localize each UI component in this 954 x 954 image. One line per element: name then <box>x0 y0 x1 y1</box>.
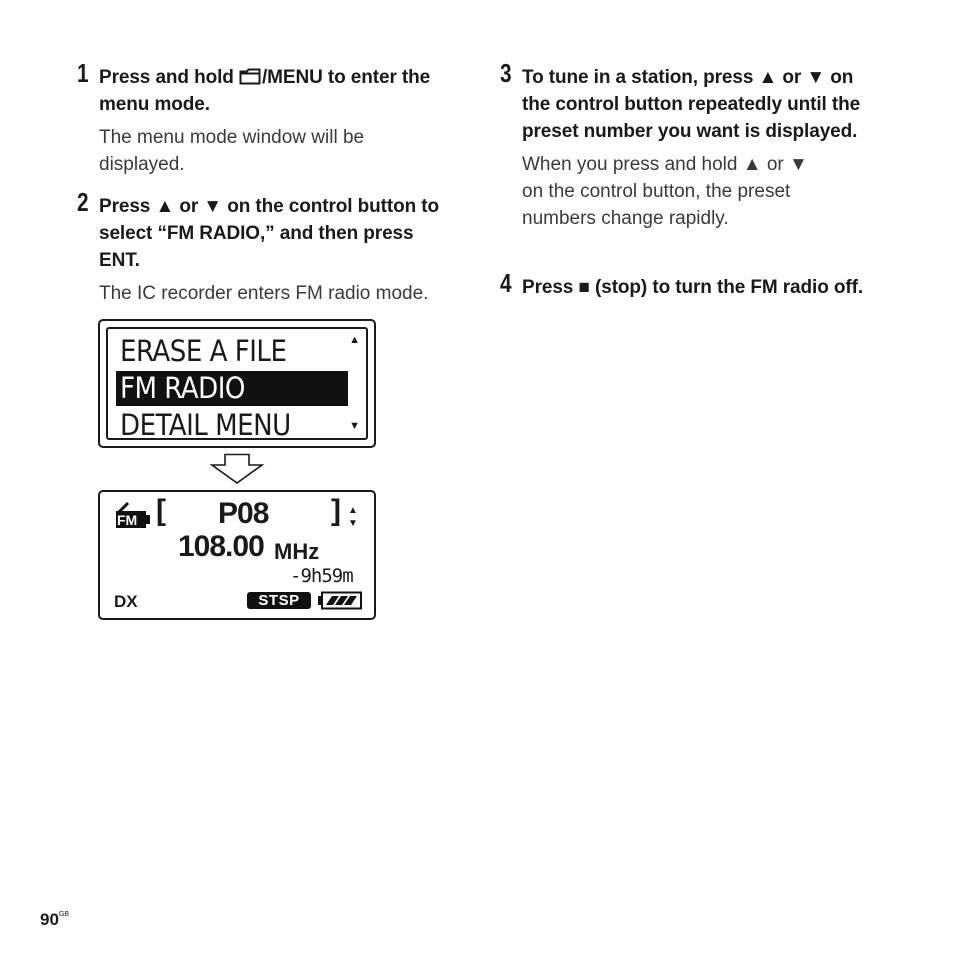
reception-mode: DX <box>114 592 138 611</box>
page-number-value: 90 <box>40 910 59 929</box>
scroll-down-icon: ▼ <box>349 420 360 432</box>
preset-bracket-open: [ <box>156 494 166 527</box>
arrow-down-icon <box>208 453 266 485</box>
preset-number: P08 <box>218 497 269 530</box>
menu-item-detail-menu: DETAIL MENU <box>120 408 291 442</box>
step-3-number: 3 <box>500 58 512 88</box>
battery-icon <box>317 591 363 610</box>
fm-band-label: FM <box>117 512 138 528</box>
step-1-title-part1: Press and hold <box>99 67 239 88</box>
menu-item-fm-radio: FM RADIO <box>116 371 348 406</box>
menu-display <box>98 319 376 448</box>
step-3-description: When you press and hold ▲ or ▼ on the control button, the preset numbers change rapidly. <box>522 154 808 229</box>
fm-display <box>98 490 376 620</box>
scroll-up-icon: ▲ <box>349 334 360 346</box>
preset-up-icon: ▲ <box>348 505 358 516</box>
menu-display-frame <box>106 327 368 440</box>
preset-down-icon: ▼ <box>348 518 358 529</box>
step-4 <box>500 268 885 301</box>
frequency-unit: MHz <box>274 539 320 564</box>
stereo-mode-badge: STSP <box>247 592 311 609</box>
page-region: GB <box>58 911 70 918</box>
step-4-number: 4 <box>500 268 512 298</box>
preset-bracket-close: ] <box>331 494 341 527</box>
step-1-title <box>99 64 447 118</box>
menu-item-erase-a-file: ERASE A FILE <box>120 334 287 368</box>
step-3 <box>500 58 885 232</box>
step-3-title: To tune in a station, press ▲ or ▼ on the control button repeatedly until the preset number you want is displayed. <box>522 67 861 142</box>
step-2-description: The IC recorder enters FM radio mode. <box>99 283 429 304</box>
frequency-value: 108.00 <box>178 530 264 563</box>
step-1-number: 1 <box>77 58 89 88</box>
remaining-time: -9h59m <box>290 565 353 587</box>
step-1-description: The menu mode window will be displayed. <box>99 127 365 175</box>
step-4-title: Press ■ (stop) to turn the FM radio off. <box>522 277 864 298</box>
step-2-number: 2 <box>77 187 89 217</box>
page-number <box>40 910 69 930</box>
folder-icon <box>239 68 261 85</box>
step-2 <box>77 187 452 307</box>
step-1-title-part2: /MENU to enter the menu mode. <box>99 67 431 115</box>
step-2-title: Press ▲ or ▼ on the control button to select “FM RADIO,” and then press ENT. <box>99 196 440 271</box>
step-1 <box>77 58 447 178</box>
